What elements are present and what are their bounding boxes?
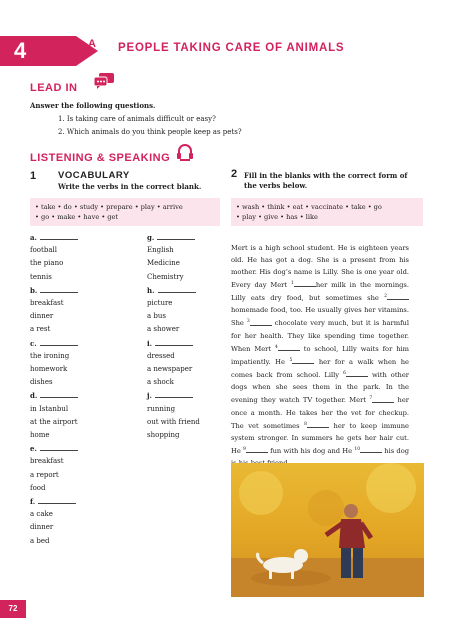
vocab-word-text: a rest: [30, 325, 51, 334]
vocab-word: [147, 405, 175, 414]
ex1-number: 1: [30, 170, 37, 182]
blank-number: 5: [289, 357, 293, 363]
blank-number: 1: [290, 281, 294, 286]
ex2-wordbox-line: • play • give • has • like: [236, 213, 318, 221]
blank-number: 6: [343, 371, 346, 377]
section-letter: A: [88, 38, 96, 50]
vocab-word-text: shopping: [147, 431, 180, 439]
vocab-blank[interactable]: [40, 444, 78, 451]
blank-number: 8: [304, 421, 307, 427]
vocab-word-text: a bus: [147, 312, 166, 321]
blank-number: 3: [246, 319, 250, 325]
story-blank[interactable]: [278, 344, 300, 351]
vocab-word: [147, 259, 180, 268]
vocab-word: [30, 352, 69, 361]
vocab-word: [147, 299, 172, 308]
vocab-word: [147, 273, 184, 282]
story-blank[interactable]: [360, 446, 382, 453]
story-text-segment: fun with his dog and He: [267, 447, 355, 456]
story-blank[interactable]: [250, 319, 272, 326]
vocab-word: [147, 365, 192, 374]
ex1-title: VOCABULARY: [58, 170, 130, 181]
vocab-word: [30, 510, 53, 519]
vocab-letter-label: a.: [30, 233, 37, 242]
vocab-word: [30, 273, 52, 282]
vocab-word: [30, 523, 53, 532]
vocab-letter-label: d.: [30, 391, 38, 401]
vocab-letter: [147, 391, 193, 401]
vocab-word: [30, 405, 68, 414]
vocab-letter: [30, 444, 78, 454]
vocab-word: [30, 325, 50, 334]
man-with-dog-photo: [231, 463, 424, 597]
story-text-segment: with other dogs when she sees them in the park. In the evening they watch TV together. Mert: [231, 371, 409, 405]
vocab-word-text: a shower: [147, 325, 180, 334]
vocab-word-text: a report: [30, 470, 59, 479]
story-blank[interactable]: [307, 421, 329, 428]
vocab-letter-label: h.: [147, 285, 155, 295]
story-text-segment: his dog: [384, 447, 409, 456]
story-text-segment: Mert is a high school student. He is eighteen years old. He has got a dog. She is a present from his mother. His dog’s name is Lilly. She is one year old. Every day Mert: [231, 244, 409, 290]
blank-number: 2: [384, 294, 387, 300]
vocab-word-text: breakfast: [30, 457, 64, 466]
vocab-word-text: Chemistry: [147, 272, 184, 281]
vocab-word: [147, 246, 174, 255]
ex1-wordbox: [30, 198, 220, 226]
vocab-blank[interactable]: [40, 339, 78, 346]
vocab-word: [147, 378, 174, 387]
vocab-letter-label: i.: [147, 338, 153, 348]
story-text-segment: her once a month. He takes her the vet for checkup. The vet sometimes: [231, 396, 409, 430]
vocab-word: [30, 418, 78, 427]
story-text-segment: chocolate very much, but it is harmful for her health. They like spending time together. When Mert: [231, 319, 409, 353]
vocab-blank[interactable]: [157, 233, 195, 240]
vocab-word-text: food: [30, 483, 46, 492]
lead-in-question-2: 2. Which animals do you think people keep as pets?: [58, 128, 242, 136]
story-blank[interactable]: [387, 293, 409, 300]
vocab-blank[interactable]: [155, 339, 193, 346]
vocab-word: [147, 325, 179, 334]
vocab-blank[interactable]: [38, 497, 76, 504]
vocab-letter-label: f.: [30, 497, 36, 506]
ex2-instruction-line1: Fill in the blanks with the correct form of: [244, 171, 408, 180]
vocab-word-text: a newspaper: [147, 365, 193, 373]
vocab-letter: [147, 286, 196, 296]
ex2-wordbox: [231, 198, 423, 226]
vocab-word-text: a shock: [147, 378, 174, 387]
story-text-segment: her to keep immune system stronger. In summers he gets her hair cut. He: [231, 421, 409, 456]
vocab-word: [30, 259, 63, 268]
vocab-word: [30, 365, 67, 374]
story-text-segment: to school, Lilly waits for him impatiently. He: [231, 344, 409, 367]
headphones-icon: [176, 142, 194, 162]
unit-tab: [0, 36, 76, 66]
vocab-letter: [30, 233, 78, 243]
vocab-letter-label: g.: [147, 233, 155, 242]
vocab-word-text: English: [147, 246, 174, 255]
vocab-word: [147, 312, 166, 321]
vocab-word: [30, 471, 59, 480]
vocab-blank[interactable]: [40, 391, 78, 398]
vocab-word-text: at the airport: [30, 417, 78, 426]
vocab-word: [30, 431, 50, 440]
vocab-word: [30, 312, 53, 321]
vocab-blank[interactable]: [155, 391, 193, 398]
vocab-letter-label: b.: [30, 285, 38, 295]
vocab-letter: [30, 497, 76, 507]
vocab-letter: [147, 233, 195, 243]
vocab-word: [147, 418, 200, 427]
story-text-segment: her for a walk when he comes back from school. Lilly: [231, 358, 409, 380]
story-text-segment: her milk in the mornings. Lilly eats dry food, but sometimes she: [231, 281, 409, 303]
blank-number: 7: [369, 396, 373, 402]
story-blank[interactable]: [346, 370, 368, 377]
vocab-word: [30, 537, 50, 546]
story-blank[interactable]: [292, 357, 314, 364]
vocab-word-text: homework: [30, 365, 68, 373]
ex2-instruction-line2: the verbs below.: [244, 181, 308, 190]
vocab-word-text: dinner: [30, 312, 54, 321]
vocab-letter-label: j.: [147, 391, 152, 401]
vocab-word-text: picture: [147, 299, 173, 307]
ex2-number: 2: [231, 168, 238, 180]
vocab-word-text: in Istanbul: [30, 404, 69, 413]
vocab-word: [30, 378, 53, 387]
vocab-word-text: home: [30, 431, 50, 439]
ex1-wordbox-line: • go • make • have • get: [35, 213, 119, 221]
ex2-story-text: [231, 242, 409, 469]
lead-in-heading: LEAD IN: [30, 82, 78, 94]
ex1-instruction: Write the verbs in the correct blank.: [58, 182, 202, 191]
vocab-letter: [147, 339, 193, 349]
story-text-segment: homemade food, too. He usually gives her vitamins. She: [231, 306, 409, 328]
vocab-letter: [30, 339, 78, 349]
blank-number: 4: [274, 344, 278, 350]
vocab-word-text: the ironing: [30, 351, 70, 360]
page-number: 72: [0, 600, 26, 618]
vocab-blank[interactable]: [158, 286, 196, 293]
blank-number: 10: [354, 446, 361, 452]
section-title: PEOPLE TAKING CARE OF ANIMALS: [118, 42, 345, 54]
vocab-letter-label: c.: [30, 338, 37, 348]
vocab-word-text: football: [30, 246, 57, 255]
vocab-word-text: tennis: [30, 272, 52, 281]
chat-bubbles-icon: [93, 72, 115, 90]
vocab-letter: [30, 286, 78, 296]
vocab-word-text: breakfast: [30, 299, 64, 307]
vocab-word-text: the piano: [30, 259, 64, 268]
vocab-word-text: dressed: [147, 351, 175, 360]
vocab-word-text: Medicine: [147, 259, 180, 268]
vocab-word-text: out with friend: [147, 417, 200, 426]
vocab-word-text: a cake: [30, 510, 53, 519]
vocab-letter-label: e.: [30, 444, 37, 454]
vocab-word: [30, 246, 57, 255]
vocab-word: [30, 484, 46, 493]
vocab-word-text: dishes: [30, 378, 53, 387]
vocab-word: [147, 352, 175, 361]
blank-number: 9: [243, 446, 246, 452]
lead-in-instruction: Answer the following questions.: [30, 101, 156, 110]
vocab-word-text: running: [147, 404, 176, 413]
unit-number: 4: [14, 38, 27, 63]
vocab-letter: [30, 391, 78, 401]
vocab-word-text: dinner: [30, 523, 54, 532]
ex1-wordbox-line: • take • do • study • prepare • play • arrive: [35, 203, 183, 211]
vocab-word: [30, 299, 64, 308]
lead-in-question-1: 1. Is taking care of animals difficult or easy?: [58, 115, 216, 123]
vocab-blank[interactable]: [40, 286, 78, 293]
vocab-blank[interactable]: [40, 233, 78, 240]
vocab-word-text: a bed: [30, 536, 50, 545]
story-blank[interactable]: [246, 446, 268, 453]
vocab-word: [30, 457, 64, 466]
vocab-word: [147, 431, 180, 440]
ex2-wordbox-line: • wash • think • eat • vaccinate • take • go: [236, 203, 382, 211]
story-blank[interactable]: [294, 280, 316, 287]
listening-heading: LISTENING & SPEAKING: [30, 152, 171, 164]
story-blank[interactable]: [372, 396, 394, 403]
